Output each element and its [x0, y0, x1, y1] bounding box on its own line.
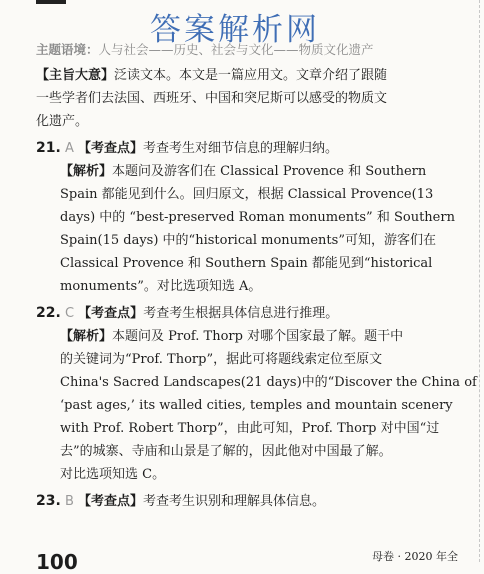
summary-line-2: 一些学者们去法国、西班牙、中国和突尼斯可以感受的物质文 — [36, 91, 388, 106]
q22-answer: C — [64, 306, 75, 321]
q23-answer: B — [64, 494, 74, 509]
topic-context — [36, 40, 476, 58]
topic-label: 主题语境： — [36, 42, 99, 57]
q22-line-2: 的关键词为“Prof. Thorp”，据此可将题线索定位至原文 — [60, 352, 383, 367]
summary-line-1: 【主旨大意】泛读文本。本文是一篇应用文。文章介绍了跟随 — [36, 68, 388, 83]
q22-kp: 考查考生根据具体信息进行推理。 — [143, 306, 339, 321]
q21-number: 21. — [36, 140, 61, 156]
q21-kp: 考查考生对细节信息的理解归纳。 — [143, 141, 339, 156]
q22-line-4: ‘past ages,’ its walled cities, temples and mountain scenery — [60, 398, 453, 413]
q22-line-3: China's Sacred Landscapes(21 days)中的“Discover the China of — [60, 375, 477, 390]
q22-line-5: with Prof. Robert Thorp”，由此可知，Prof. Thorp 对中国“过 — [60, 421, 440, 436]
q21-line-5: Classical Provence 和 Southern Spain 都能见到“historical — [60, 256, 433, 271]
watermark: 答案解析网 — [150, 12, 320, 48]
q21-line-4: Spain(15 days) 中的“historical monuments”可知，游客们在 — [60, 233, 436, 248]
q21-line-6: monuments”。对比选项知选 A。 — [60, 279, 262, 294]
q21-line-3: days) 中的 “best-preserved Roman monuments” 和 Southern — [60, 210, 455, 225]
page-fold-line — [478, 0, 480, 562]
page-number: 100 — [36, 550, 78, 574]
q21-line-1: 【解析】本题问及游客们在 Classical Provence 和 Southern — [60, 164, 427, 179]
summary-line-3: 化遗产。 — [36, 114, 89, 129]
q22-header — [36, 302, 338, 326]
q21-header — [36, 137, 338, 161]
q23-header — [36, 490, 325, 514]
q23-number: 23. — [36, 493, 61, 509]
top-edge-mark — [36, 0, 66, 4]
q22-line-7: 对比选项知选 C。 — [60, 467, 166, 482]
q22-kp-label: 【考查点】 — [78, 306, 144, 321]
q22-line-6: 去”的城寨、寺庙和山景是了解的，因此他对中国最了解。 — [60, 444, 392, 459]
q23-kp: 考查考生识别和理解具体信息。 — [143, 494, 326, 509]
q21-line-2: Spain 都能见到什么。回归原文，根据 Classical Provence(13 — [60, 187, 434, 202]
q23-kp-label: 【考查点】 — [78, 494, 144, 509]
footer-text: 母卷 · 2020 年全 — [372, 550, 458, 563]
q21-kp-label: 【考查点】 — [78, 141, 144, 156]
topic-text: 人与社会——历史、社会与文化——物质文化遗产 — [98, 42, 374, 57]
q21-answer: A — [64, 141, 74, 156]
q22-line-1: 【解析】本题问及 Prof. Thorp 对哪个国家最了解。题干中 — [60, 329, 404, 344]
summary-label: 【主旨大意】 — [36, 68, 115, 83]
q22-number: 22. — [36, 305, 61, 321]
q21-ex-label: 【解析】 — [60, 164, 113, 179]
q22-ex-label: 【解析】 — [60, 329, 113, 344]
